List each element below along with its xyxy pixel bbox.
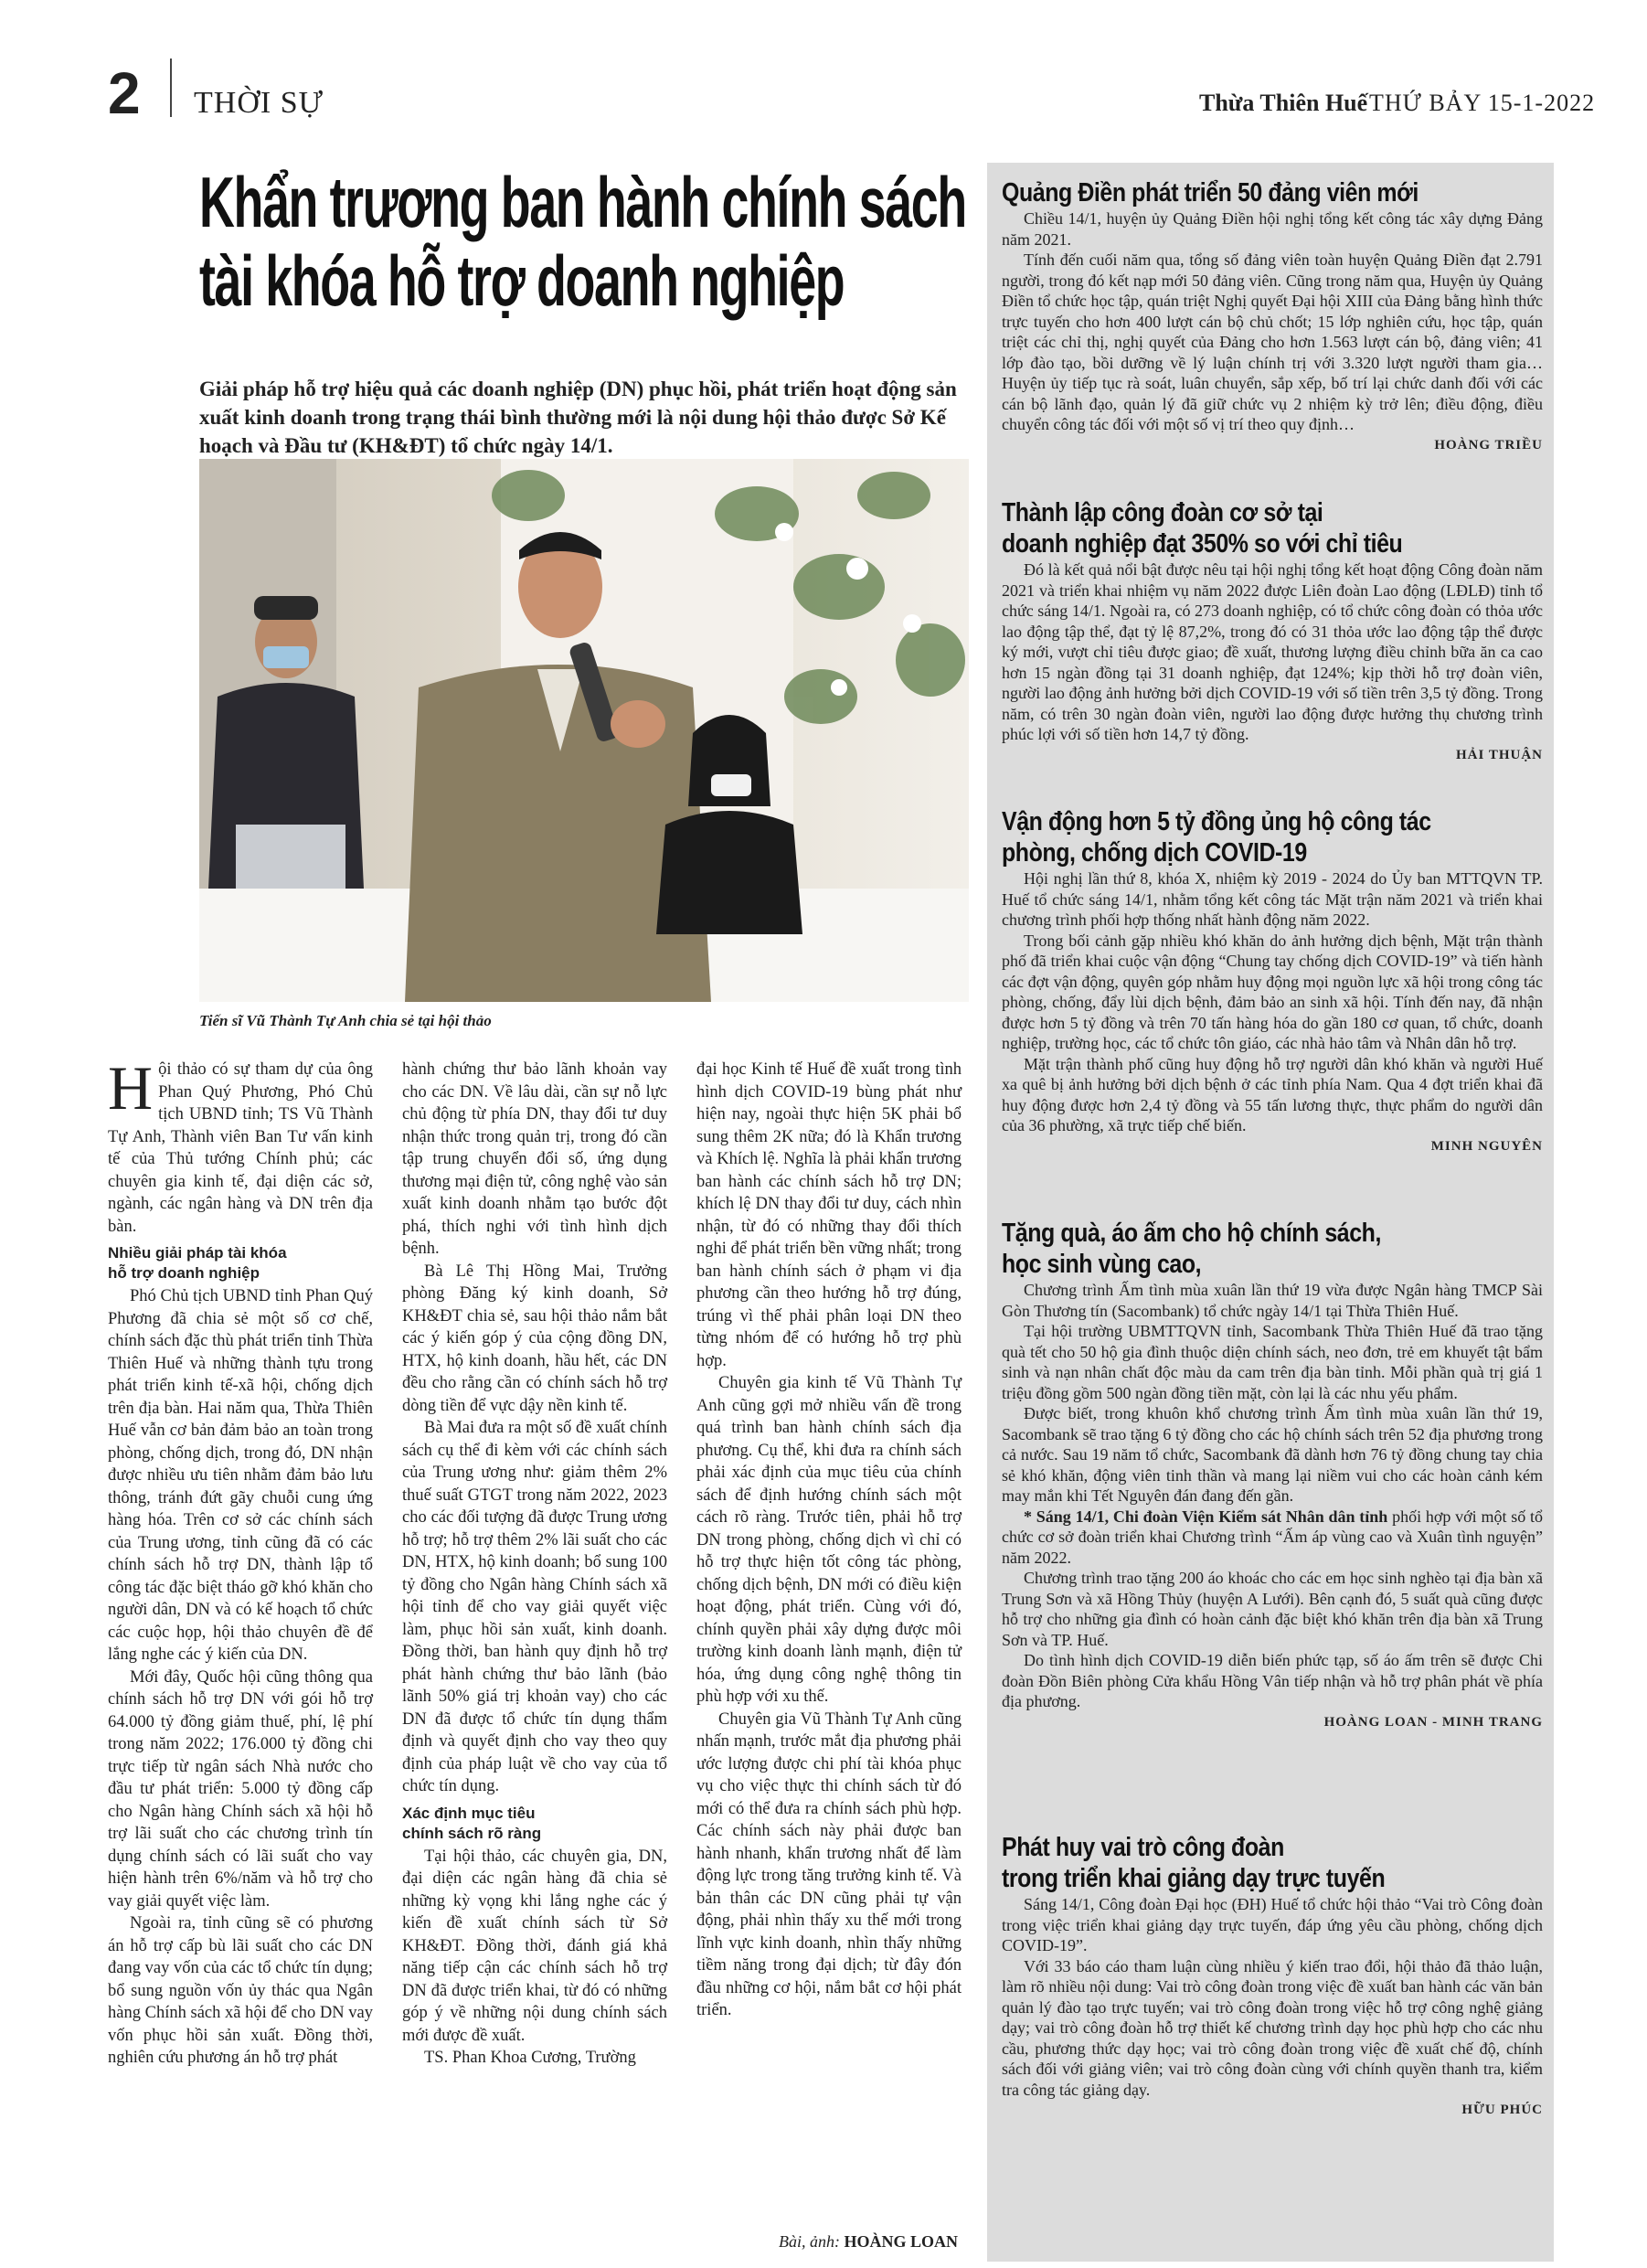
article-lead: Giải pháp hỗ trợ hiệu quả các doanh nghiệp (DN) phục hồi, phát triển hoạt động sản xuất kinh doanh trong trạng thái bình thường mới là nội dung hội thảo được Sở Kế hoạch và Đầu tư (KH&ĐT) tổ chức ngày 14/1. xyxy=(199,378,957,457)
brief-paragraph: Mặt trận thành phố cũng huy động hỗ trợ người dân khó khăn và người Huế xa quê bị ảnh hưởng bởi dịch bệnh ở các tỉnh phía Nam. Qua 4 đợt triển khai đã huy động được hơn 2,4 tỷ đồng và 55 tấn lương thực, thực phẩm do người dân của 36 phường, xã trực tiếp chế biến. xyxy=(1002,1054,1543,1134)
article-column-1 xyxy=(108,1053,373,2070)
brief-paragraph: * Sáng 14/1, Chi đoàn Viện Kiểm sát Nhân dân tỉnh phối hợp với một số tổ chức cơ sở đoàn triển khai Chương trình “Ấm áp vùng cao và Xuân tình nguyện” năm 2022. xyxy=(1002,1507,1544,1567)
brief-paragraph: Sáng 14/1, Công đoàn Đại học (ĐH) Huế tổ chức hội thảo “Vai trò Công đoàn trong việc triển khai giảng dạy trực tuyến, đáp ứng yêu cầu phòng, chống dịch COVID-19”. xyxy=(1002,1895,1543,1954)
brief-paragraph: Trong bối cảnh gặp nhiều khó khăn do ảnh hưởng dịch bệnh, Mặt trận thành phố đã triển khai cuộc vận động “Chung tay chống dịch COVID-19” và tiến hành các đợt vận động, quyên góp nhằm huy động mọi nguồn lực xã hội trong công tác phòng, chống, đẩy lùi dịch bệnh, đảm bảo an sinh xã hội. Tính đến nay, đã nhận được hơn 5 tỷ đồng và trên 70 tấn hàng hóa do gần 180 cơ quan, tổ chức, doanh nghiệp, trường học, các tổ chức tôn giáo, các nhà hảo tâm và Nhân dân hỗ trợ. xyxy=(1002,931,1543,1052)
article-paragraph: hành chứng thư bảo lãnh khoản vay cho các DN. Về lâu dài, cần sự nỗ lực chủ động từ phía DN, thay đổi tư duy nhận thức trong quản trị, trong đó cần tập trung chuyển đổi số, ứng dụng thương mại điện tử, công nghệ vào sản xuất kinh doanh nhằm tạo bước đột phá, thích nghi với tình hình dịch bệnh. xyxy=(402,1060,667,1258)
brief-van-dong-ung-ho xyxy=(1002,806,1543,1156)
article-subhead: Nhiều giải pháp tài khóa hỗ trợ doanh nghiệp xyxy=(108,1244,287,1282)
article-paragraph: TS. Phan Khoa Cương, Trường xyxy=(424,2049,636,2067)
article-column-3 xyxy=(696,1059,962,2022)
brief-paragraph: Chương trình Ấm tình mùa xuân lần thứ 19 vừa được Ngân hàng TMCP Sài Gòn Thương tín (Sacombank) tổ chức ngày 14/1 tại Thừa Thiên Huế. xyxy=(1002,1281,1543,1320)
headline-line-1: Khẩn trương ban hành chính sách xyxy=(199,162,966,242)
article-subhead: Xác định mục tiêu chính sách rõ ràng xyxy=(402,1804,542,1842)
article-paragraph: Mới đây, Quốc hội cũng thông qua chính sách hỗ trợ DN với gói hỗ trợ 64.000 tỷ đồng giảm thuế, phí, lệ phí trong năm 2022; 176.000 tỷ đồng chi trực tiếp từ ngân sách Nhà nước cho đầu tư phát triển: 5.000 tỷ đồng cấp cho Ngân hàng Chính sách xã hội hỗ trợ lãi suất cho các chương trình tín dụng chính sách có lãi suất cho vay hiện hành trên 6%/năm và hỗ trợ cho vay giải quyết việc làm. xyxy=(108,1667,373,1911)
article-headline xyxy=(199,163,988,320)
photo-illustration xyxy=(199,459,969,1002)
article-paragraph: Chuyên gia Vũ Thành Tự Anh cũng nhấn mạnh, trước mắt địa phương phải ước lượng được chi phí tài khóa phục vụ cho việc thực thi chính sách từ đó mới có thể đưa ra chính sách phù hợp. Các chính sách này phải được ban hành nhanh, khẩn trương nhất để làm động lực trong tăng trưởng kinh tế. Và bản thân các DN cũng phải tự vận động, phải nhìn thấy xu thế mới trong lĩnh vực kinh doanh, nhìn thấy những tiềm năng trong đại dịch; từ đây đón đầu những cơ hội, nắm bắt cơ hội phát triển. xyxy=(696,1709,962,2019)
brief-title: Vận động hơn 5 tỷ đồng ủng hộ công tác phòng, chống dịch COVID-19 xyxy=(1002,807,1431,868)
section-name: THỜI SỰ xyxy=(194,86,324,120)
brief-paragraph: Hội nghị lần thứ 8, khóa X, nhiệm kỳ 2019 - 2024 do Ủy ban MTTQVN TP. Huế tổ chức sáng 14/1, nhằm tổng kết công tác Mặt trận năm 2021 và triển khai chương trình phối hợp thống nhất hành động năm 2022. xyxy=(1002,869,1543,929)
drop-cap: H xyxy=(108,1053,154,1123)
brief-author: HOÀNG TRIỀU xyxy=(1434,437,1543,453)
brief-paragraph: Được biết, trong khuôn khổ chương trình Ấm tình mùa xuân lần thứ 19, Sacombank sẽ trao tặng 6 tỷ đồng cho các hộ chính sách trên 52 địa phương trong cả nước. Sau 19 năm tổ chức, Sacombank đã dành hơn 76 tỷ đồng chung tay chia sẻ khó khăn, động viên tinh thần và mang lại niềm vui cho các hoàn cảnh kém may mắn khi Tết Nguyên đán đang đến gần. xyxy=(1002,1404,1543,1505)
brief-author: MINH NGUYÊN xyxy=(1430,1138,1543,1154)
article-column-2 xyxy=(402,1059,667,2070)
headline-line-2: tài khóa hỗ trợ doanh nghiệp xyxy=(199,240,845,321)
article-paragraph: Phó Chủ tịch UBND tỉnh Phan Quý Phương đã chia sẻ một số cơ chế, chính sách đặc thù phát triển tỉnh Thừa Thiên Huế và những thành tựu trong phát triển kinh tế-xã hội, chống dịch trên địa bàn. Hai năm qua, Thừa Thiên Huế vẫn cơ bản đảm bảo an toàn trong phòng, chống dịch, trong đó, DN nhận được nhiều ưu tiên nhằm đảm bảo lưu thông, tránh đứt gãy chuỗi cung ứng hàng hóa. Trên cơ sở các chính sách của Trung ương, tỉnh cũng đã có các chính sách hỗ trợ DN, thành lập tổ công tác đặc biệt tháo gỡ khó khăn cho người dân, DN và có kế hoạch tổ chức các cuộc họp, hội thảo chuyên đề để lắng nghe các ý kiến của DN. xyxy=(108,1287,373,1664)
brief-title: Thành lập công đoàn cơ sở tại doanh nghiệp đạt 350% so với chỉ tiêu xyxy=(1002,498,1403,559)
article-paragraph: Ngoài ra, tỉnh cũng sẽ có phương án hỗ trợ cấp bù lãi suất cho các DN đang vay vốn của các tổ chức tín dụng; bổ sung nguồn vốn ủy thác qua Ngân hàng Chính sách xã hội để cho DN vay vốn phục hồi sản xuất. Đồng thời, nghiên cứu phương án hỗ trợ phát xyxy=(108,1914,373,2067)
brief-paragraph: Chương trình trao tặng 200 áo khoác cho các em học sinh nghèo tại địa bàn xã Trung Sơn và xã Hồng Thủy (huyện A Lưới). Bên cạnh đó, 5 suất quà cũng được hỗ trợ cho những gia đình có hoàn cảnh đặc biệt khó khăn trên địa bàn xã Trung Sơn và TP. Huế. xyxy=(1002,1569,1543,1649)
brief-paragraph: Đó là kết quả nổi bật được nêu tại hội nghị tổng kết hoạt động Công đoàn năm 2021 và triển khai nhiệm vụ năm 2022 được Liên đoàn Lao động (LĐLĐ) tỉnh tổ chức sáng 14/1. Ngoài ra, có 273 doanh nghiệp, có tổ chức công đoàn có thỏa ước lao động tập thể, đạt tỷ lệ 87,2%, trong đó có 31 thỏa ước lao động tập thể được ký mới, vượt chỉ tiêu được giao; đề xuất, thương lượng điều chỉnh bữa ăn ca cao hơn 15 ngàn đồng tại 31 doanh nghiệp, đạt 124%; kịp thời hỗ trợ đoàn viên, người lao động ảnh hưởng bởi dịch COVID-19 với số tiền trên 3,5 tỷ đồng. Trong năm, có trên 30 ngàn đoàn viên, người lao động được hưởng thụ chương trình phúc lợi với số tiền hơn 14,7 tỷ đồng. xyxy=(1002,560,1543,743)
article-paragraph: Bà Mai đưa ra một số đề xuất chính sách cụ thể đi kèm với các chính sách của Trung ương như: giảm thêm 2% thuế suất GTGT trong năm 2022, 2023 cho các đối tượng đã được Trung ương hỗ trợ; hỗ trợ thêm 2% lãi suất cho các DN, HTX, hộ kinh doanh; bổ sung 100 tỷ đồng cho Ngân hàng Chính sách xã hội tỉnh để cho vay giải quyết việc làm, phục hồi sản xuất, kinh doanh. Đồng thời, ban hành quy định hỗ trợ phát hành chứng thư bảo lãnh (bảo lãnh 50% giá trị khoản vay) cho các DN đã được tổ chức tín dụng thẩm định và quyết định cho vay theo quy định của pháp luật về cho vay của tổ chức tín dụng. xyxy=(402,1419,667,1795)
article-paragraph: Hội thảo có sự tham dự của ông Phan Quý Phương, Phó Chủ tịch UBND tỉnh; TS Vũ Thành Tự Anh, Thành viên Ban Tư vấn kinh tế của Thủ tướng Chính phủ; các chuyên gia kinh tế, đại diện các sở, ngành, các ngân hàng và DN trên địa bàn. xyxy=(108,1053,373,1236)
article-paragraph: Tại hội thảo, các chuyên gia, DN, đại diện các ngân hàng đã chia sẻ những kỳ vọng khi lắng nghe các ý kiến đề xuất chính sách từ Sở KH&ĐT. Đồng thời, đánh giá khả năng tiếp cận các chính sách hỗ trợ DN đã được triển khai, từ đó có những góp ý về những nội dung chính sách mới được đề xuất. xyxy=(402,1847,667,2045)
photo-caption: Tiến sĩ Vũ Thành Tự Anh chia sẻ tại hội thảo xyxy=(199,1012,492,1029)
brief-title: Phát huy vai trò công đoàn trong triển khai giảng dạy trực tuyến xyxy=(1002,1833,1386,1893)
article-paragraph: đại học Kinh tế Huế đề xuất trong tình hình dịch COVID-19 bùng phát như hiện nay, ngoài thực hiện 5K phải bổ sung thêm 2K nữa; đó là Khẩn trương và Khích lệ. Nghĩa là phải khẩn trương ban hành các chính sách hỗ trợ DN; khích lệ DN thay đổi tư duy, cách nhìn nhận, từ đó có những thay đổi thích nghi để phát triển bền vững nhất; trong ban hành chính sách ở phạm vi địa phương cần theo hướng hỗ trợ đúng, trúng vì thế phải phân loại DN theo từng nhóm để có hướng hỗ trợ phù hợp. xyxy=(696,1060,962,1370)
article-photo xyxy=(199,459,969,1002)
brief-tang-qua-ao-am xyxy=(1002,1218,1543,1732)
brief-cong-doan-co-so xyxy=(1002,497,1543,765)
brief-author: HOÀNG LOAN - MINH TRANG xyxy=(1323,1714,1543,1730)
brief-quang-dien xyxy=(1002,177,1543,455)
newspaper-name: Thừa Thiên Huế xyxy=(1199,90,1368,116)
article-paragraph: Bà Lê Thị Hồng Mai, Trưởng phòng Đăng ký kinh doanh, Sở KH&ĐT chia sẻ, sau hội thảo nắm bắt các ý kiến góp ý của cộng đồng DN, HTX, hộ kinh doanh, hầu hết, các DN đều cho rằng cần có chính sách hỗ trợ dòng tiền để vực dậy nền kinh tế. xyxy=(402,1262,667,1415)
brief-cong-doan-day-truc-tuyen xyxy=(1002,1832,1543,2120)
page-number: 2 xyxy=(108,60,141,126)
brief-author: HẢI THUẬN xyxy=(1456,747,1543,762)
brief-paragraph: Tại hội trường UBMTTQVN tỉnh, Sacombank Thừa Thiên Huế đã trao tặng quà tết cho 50 hộ gia đình thuộc diện chính sách, neo đơn, trẻ em khuyết tật bẩm sinh và nạn nhân chất độc màu da cam trên địa bàn tỉnh. Mỗi phần quà trị giá 1 triệu đồng gồm 500 ngàn đồng tiền mặt, còn lại là các nhu yếu phẩm. xyxy=(1002,1322,1543,1402)
article-paragraph: Chuyên gia kinh tế Vũ Thành Tự Anh cũng gợi mở nhiều vấn đề trong quá trình ban hành chính sách địa phương. Cụ thể, khi đưa ra chính sách phải xác định của mục tiêu của chính sách để định hướng chính sách một cách rõ ràng. Trước tiên, phải hỗ trợ DN trong phòng, chống dịch vì chỉ có hỗ trợ thực hiện tốt công tác phòng, chống dịch bệnh, DN mới có điều kiện hoạt động, phát triển. Cùng với đó, chính quyền phải xây dựng được môi trường kinh doanh lành mạnh, điện tử hóa, ứng dụng công nghệ thông tin phù hợp với xu thế. xyxy=(696,1374,962,1706)
brief-author: HỮU PHÚC xyxy=(1461,2103,1543,2117)
brief-paragraph: Chiều 14/1, huyện ủy Quảng Điền hội nghị tổng kết công tác xây dựng Đảng năm 2021. xyxy=(1002,209,1543,249)
brief-paragraph: Tính đến cuối năm qua, tổng số đảng viên toàn huyện Quảng Điền đạt 2.791 người, trong đó kết nạp mới 50 đảng viên. Cũng trong năm qua, Huyện ủy Quảng Điền tổ chức học tập, quán triệt Nghị quyết Đại hội XIII của Đảng bằng hình thức trực tuyến cho hơn 400 lượt cán bộ chủ chốt; 15 lớp nghiên cứu, học tập, quán triệt các chỉ thị, nghị quyết của Đảng cho hơn 1.563 lượt cán bộ, đảng viên; 41 lớp đào tạo, bồi dưỡng về lý luận chính trị với 3.320 lượt người tham gia… Huyện ủy tiếp tục rà soát, luân chuyển, sắp xếp, bố trí lại chức danh đối với các cán bộ lãnh đạo, quản lý đã giữ chức vụ 2 nhiệm kỳ trở lên; điều động, điều chuyển công tác đối với một số vị trí theo quy định… xyxy=(1002,250,1543,433)
brief-paragraph: Do tình hình dịch COVID-19 diễn biến phức tạp, số áo ấm trên sẽ được Chi đoàn Đồn Biên phòng Cửa khẩu Hồng Vân tiếp nhận và hỗ trợ phân phát về phía địa phương. xyxy=(1002,1651,1543,1710)
header-divider xyxy=(170,59,172,117)
issue-date: THỨ BẢY 15-1-2022 xyxy=(1369,90,1596,116)
brief-paragraph: Với 33 báo cáo tham luận cùng nhiều ý kiến trao đổi, hội thảo đã thảo luận, làm rõ nhiều nội dung: Vai trò công đoàn trong việc đề xuất ban hành các văn bản quản lý đào tạo trực tuyến; vai trò công đoàn trong việc hỗ trợ công nghệ giảng dạy; vai trò công đoàn hỗ trợ thiết kế chương trình dạy học phù hợp cho các nhu cầu, phương thức dạy học; vai trò công đoàn trong việc đề xuất chế độ, chính sách đối với giảng viên; vai trò công đoàn cùng với chính quyền thanh tra, kiểm tra công tác giảng dạy. xyxy=(1002,1956,1543,2099)
article-byline: Bài, ảnh: HOÀNG LOAN xyxy=(779,2232,959,2251)
brief-title: Quảng Điền phát triển 50 đảng viên mới xyxy=(1002,178,1419,208)
brief-title: Tặng quà, áo ấm cho hộ chính sách, học sinh vùng cao, xyxy=(1002,1219,1381,1279)
